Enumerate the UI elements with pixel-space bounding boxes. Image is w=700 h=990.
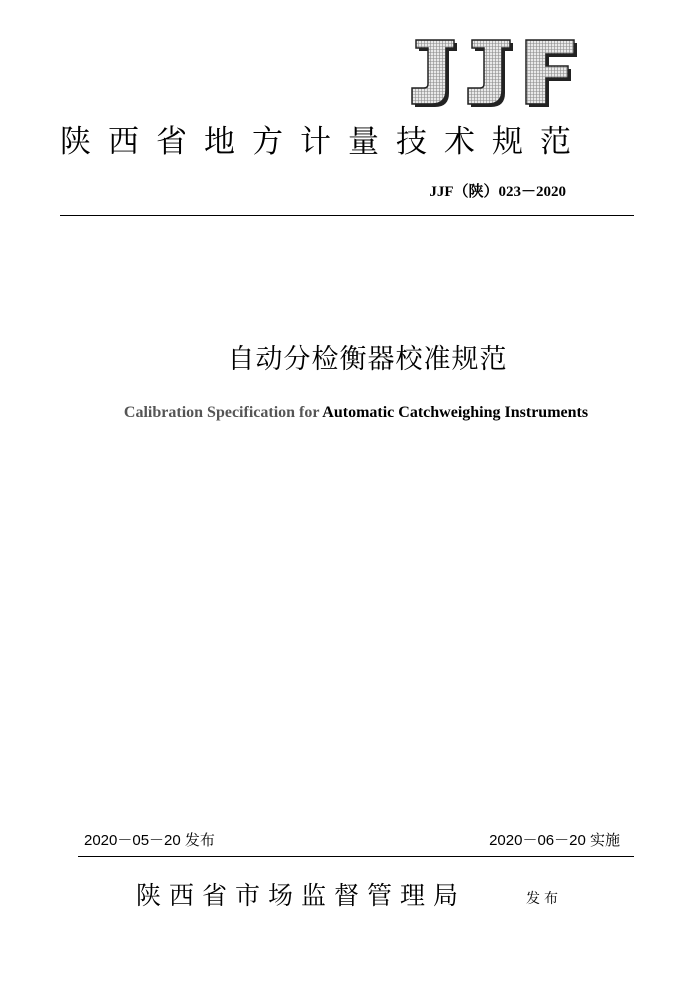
document-title-cn: 自动分检衡器校准规范 <box>227 344 508 375</box>
jjf-logo <box>406 34 578 110</box>
title-en-part1: Calibration Specification for <box>123 404 323 421</box>
implementation-date: 2020－06－20 实施 <box>489 832 620 849</box>
authority-title: 陕西省地方计量技术规范 <box>60 124 588 160</box>
title-en-part2: Automatic Catchweighing Instruments <box>322 404 589 421</box>
top-divider <box>60 215 634 216</box>
publisher-name: 陕西省市场监督管理局 <box>136 881 467 910</box>
issue-date: 2020－05－20 发布 <box>84 832 215 849</box>
publish-label: 发布 <box>526 891 562 907</box>
standard-code: JJF（陕）023－2020 <box>429 184 566 200</box>
document-title-en <box>0 404 700 422</box>
bottom-divider <box>78 856 634 857</box>
